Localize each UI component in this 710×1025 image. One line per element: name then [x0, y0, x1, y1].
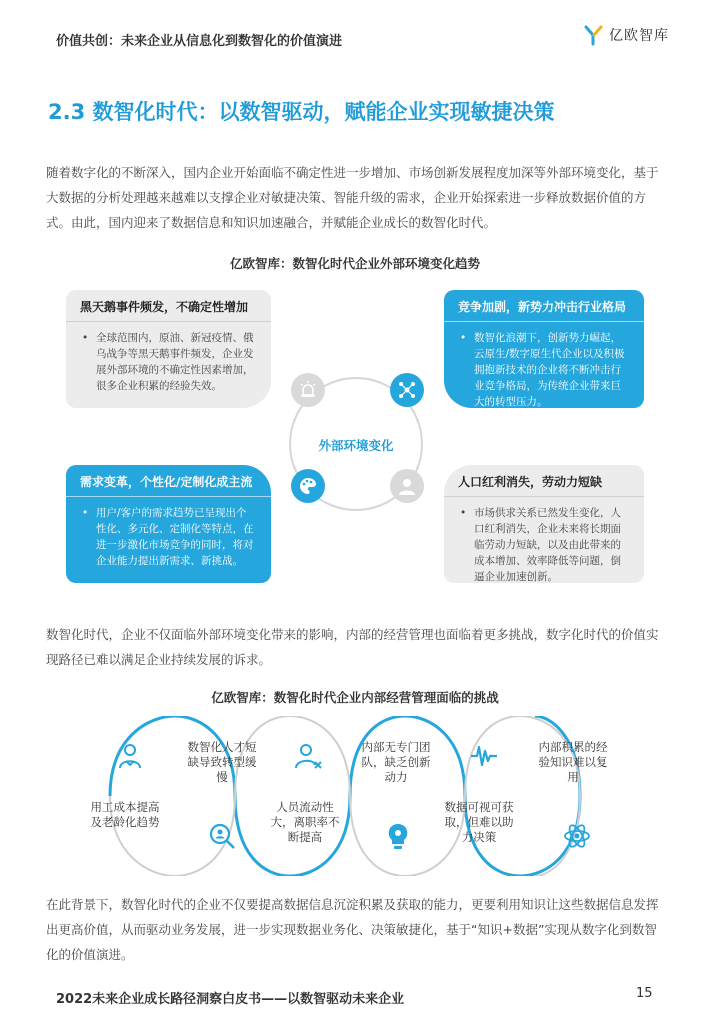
divider	[66, 496, 271, 497]
pulse-icon	[466, 738, 502, 774]
challenge-text: 数据可视可获取，但难以助力决策	[444, 800, 514, 844]
page-number: 15	[636, 986, 653, 1001]
paragraph-internal: 数智化时代，企业不仅面临外部环境变化带来的影响，内部的经营管理也面临着更多挑战，数字化时代的价值实现路径已难以满足企业持续发展的诉求。	[46, 627, 659, 667]
palette-icon	[291, 469, 325, 503]
trend-box-heading: 人口红利消失，劳动力短缺	[458, 475, 603, 489]
trend-box-heading: 需求变革，个性化/定制化成主流	[80, 475, 253, 489]
paragraph-conclusion: 在此背景下，数智化时代的企业不仅要提高数据信息沉淀积累及获取的能力，更要利用知识让这些数据信息发挥出更高价值，从而驱动业务发展，进一步实现数据业务化、决策敏捷化，基于“知识+数据”实现从数字化到数智化的价值演进。	[46, 897, 659, 962]
divider	[66, 321, 271, 322]
trend-box-demand	[66, 465, 271, 583]
challenge-text: 数智化人才短缺导致转型缓慢	[187, 740, 257, 784]
figure1-title: 亿欧智库：数智化时代企业外部环境变化趋势	[229, 256, 480, 271]
section-title: 2.3 数智化时代：以数智驱动，赋能企业实现敏捷决策	[48, 100, 555, 124]
figure2-title: 亿欧智库：数智化时代企业内部经营管理面临的挑战	[211, 690, 499, 705]
alarm-light-icon	[291, 373, 325, 407]
trend-box-body: • 用户/客户的需求趋势已呈现出个性化、多元化、定制化等特点，在进一步激化市场竞争的同时，将对企业能力提出新需求、新挑战。	[80, 505, 257, 569]
running-header: 价值共创：未来企业从信息化到数智化的价值演进	[56, 34, 343, 49]
trend-box-black-swan	[66, 290, 271, 408]
challenge-text: 内部无专门团队，缺乏创新动力	[361, 740, 431, 784]
trend-box-competition	[444, 290, 644, 408]
trend-box-body: • 全球范围内，原油、新冠疫情、俄乌战争等黑天鹅事件频发，企业发展外部环境的不确定性因素增加，很多企业积累的经验失效。	[80, 330, 257, 394]
search-person-icon	[204, 818, 240, 854]
divider	[444, 496, 644, 497]
trend-box-body: • 数智化浪潮下，创新势力崛起，云原生/数字原生代企业以及积极拥抱新技术的企业将不断冲击行业竞争格局，为传统企业带来巨大的转型压力。	[458, 330, 630, 410]
lightbulb-icon	[380, 818, 416, 854]
network-icon	[390, 373, 424, 407]
challenge-text: 用工成本提高及老龄化趋势	[90, 800, 160, 829]
running-footer: 2022未来企业成长路径洞察白皮书——以数智驱动未来企业	[56, 992, 405, 1007]
logo	[583, 24, 669, 46]
divider	[444, 321, 644, 322]
center-label: 外部环境变化	[318, 438, 394, 453]
challenge-text: 人员流动性大，离职率不断提高	[270, 800, 340, 844]
user-icon	[390, 469, 424, 503]
trend-box-heading: 竞争加剧，新势力冲击行业格局	[458, 300, 627, 314]
trend-box-labor	[444, 465, 644, 583]
challenge-text: 内部积累的经验知识难以复用	[538, 740, 608, 784]
logo-text: 亿欧智库	[609, 28, 669, 44]
user-remove-icon	[290, 738, 326, 774]
trend-box-body: • 市场供求关系已然发生变化，人口红利消失，企业未来将长期面临劳动力短缺，以及由此带来的成本增加、效率降低等问题，倒逼企业加速创新。	[458, 505, 630, 585]
trend-box-heading: 黑天鹅事件频发，不确定性增加	[80, 300, 249, 314]
paragraph-intro: 随着数字化的不断深入，国内企业开始面临不确定性进一步增加、市场创新发展程度加深等外部环境变化，基于大数据的分析处理越来越难以支撑企业对敏捷决策、智能升级的需求，企业开始探索进一步释放数据价值的方式。由此，国内迎来了数据信息和知识加速融合，并赋能企业成长的数智化时代。	[46, 165, 659, 230]
worker-icon	[112, 738, 148, 774]
atom-icon	[559, 818, 595, 854]
logo-icon	[583, 24, 605, 46]
